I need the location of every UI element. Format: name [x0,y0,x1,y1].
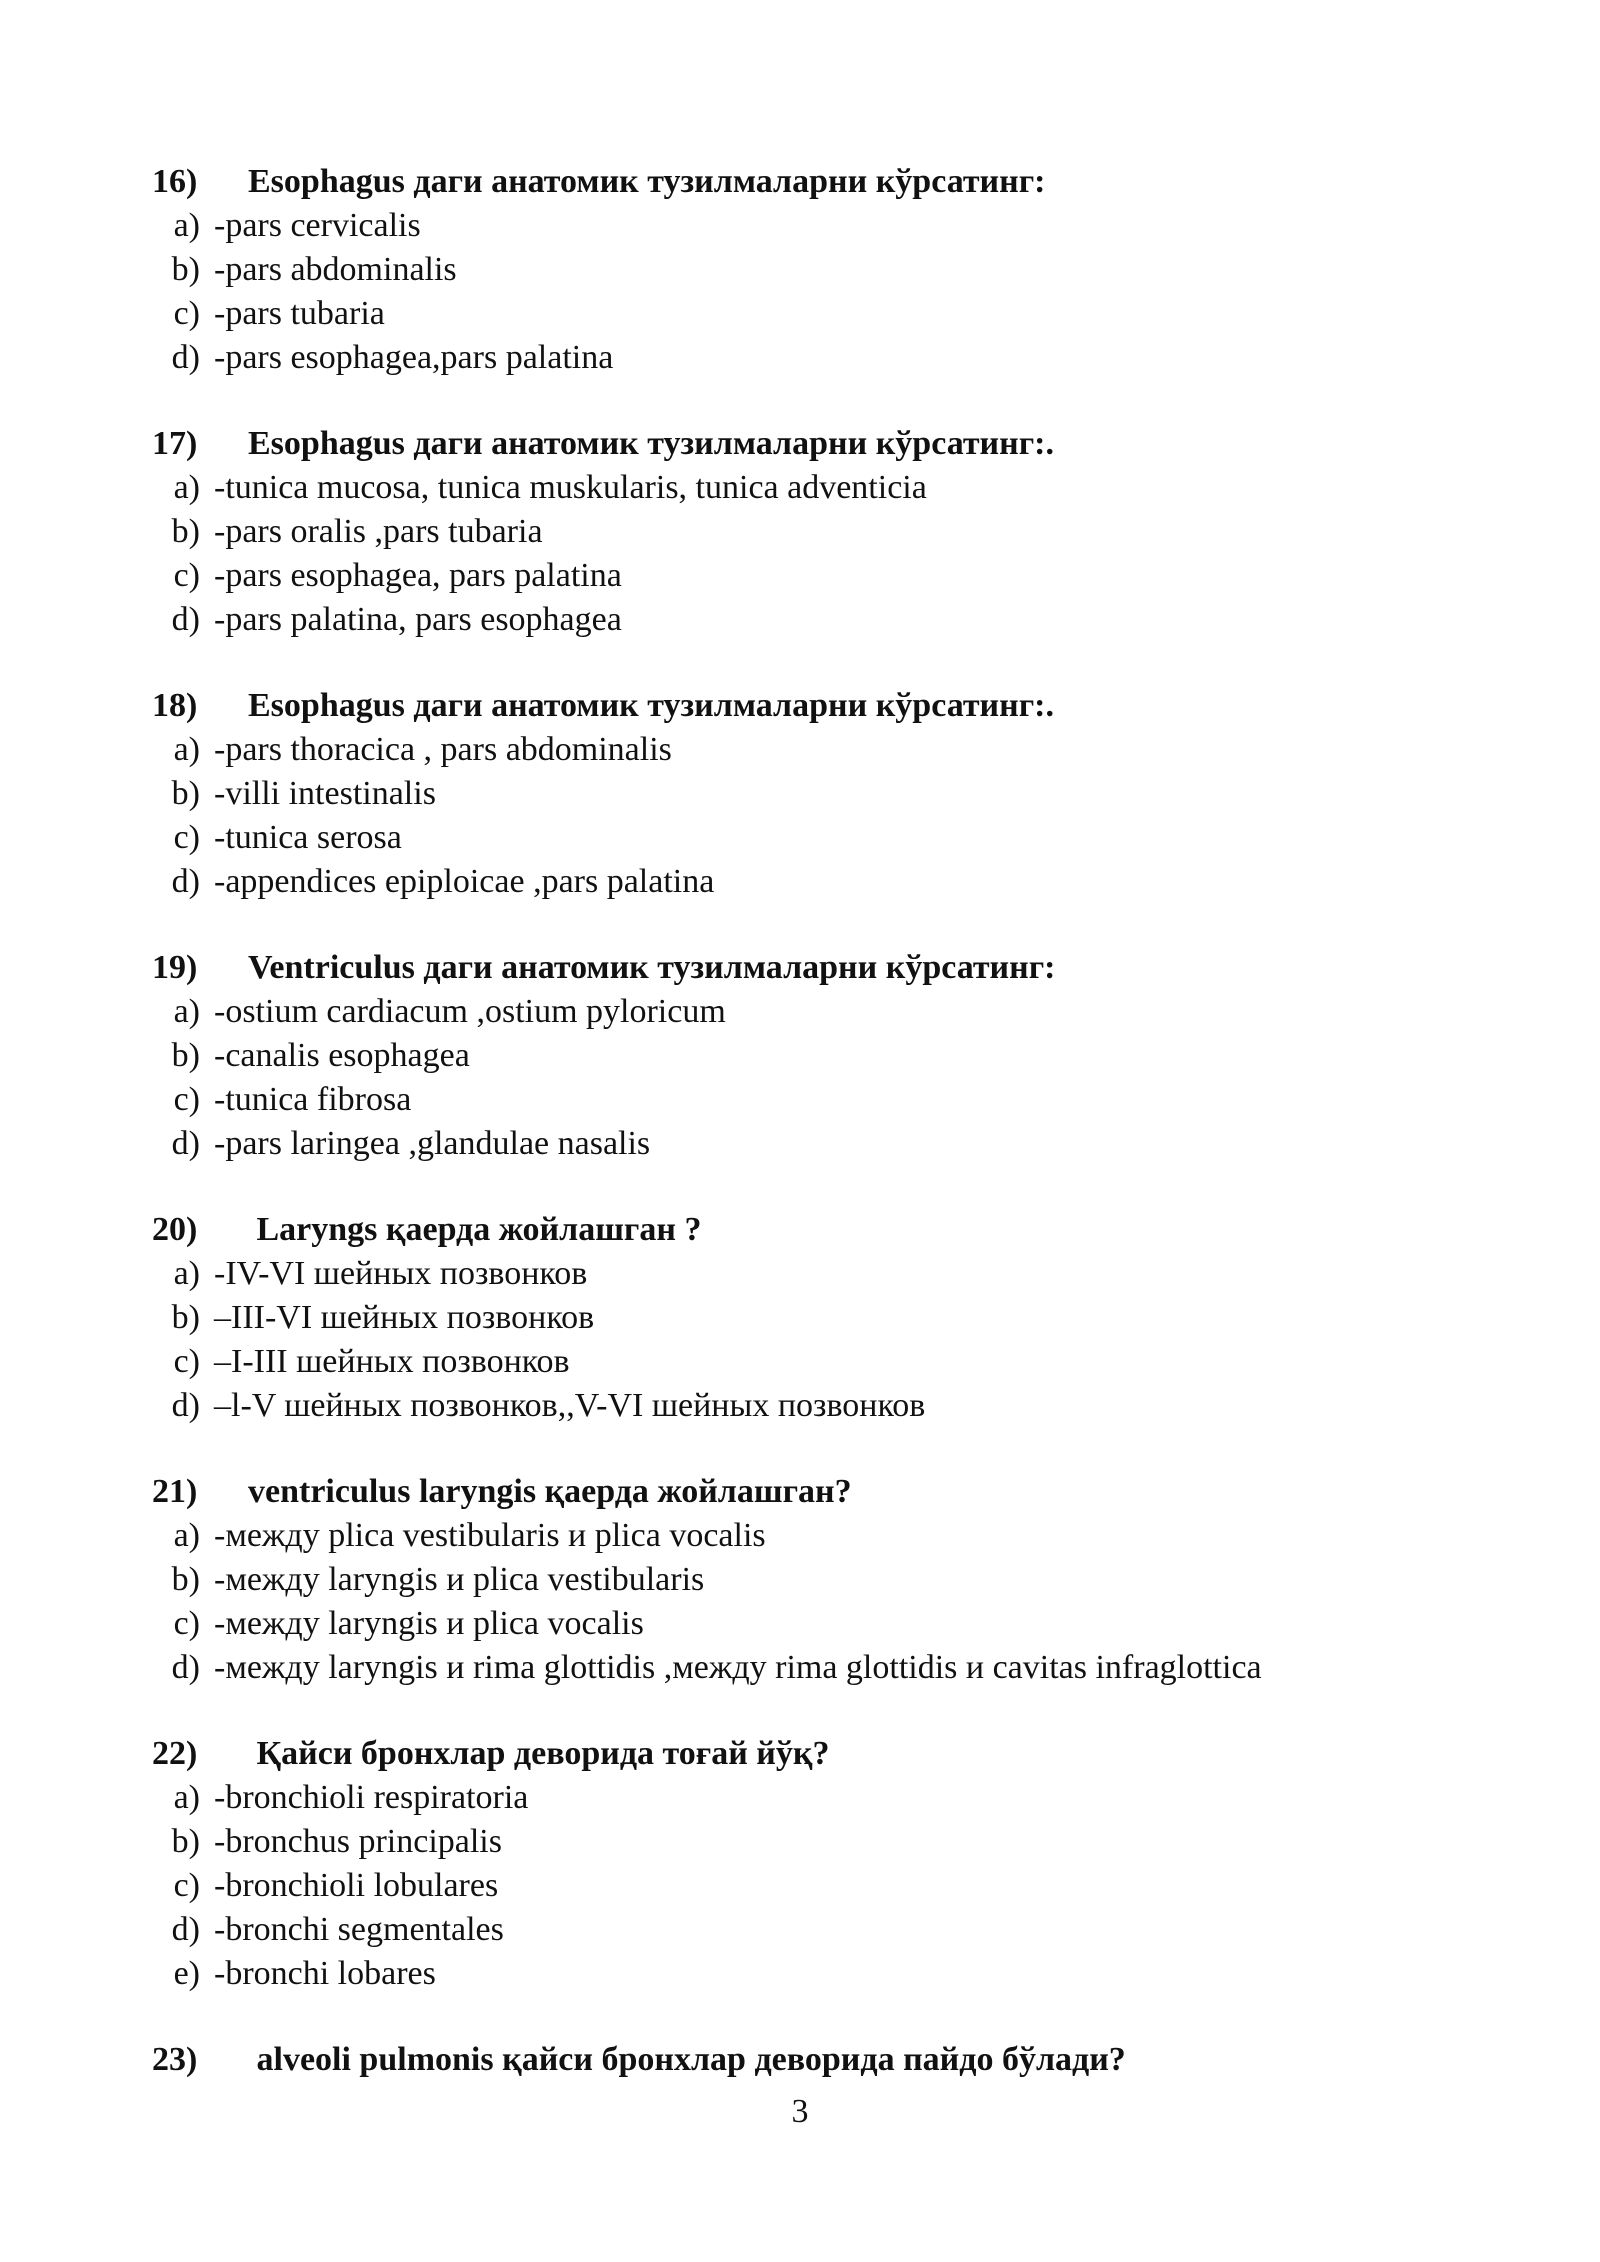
question-title [152,684,1452,728]
option-text: -bronchi segmentales [214,1911,504,1948]
option-item [152,336,1452,380]
option-letter: d) [171,601,200,638]
option-text: -bronchioli lobulares [214,1867,499,1904]
question-23 [152,2038,1452,2082]
option-item [152,1252,1452,1296]
option-text: -IV-VI шейных позвонков [214,1255,588,1292]
option-letter: b) [171,513,200,550]
question-number: 16) [152,163,198,200]
question-title [152,1732,1452,1776]
option-letter: a) [173,1517,200,1554]
option-letter: b) [171,1299,200,1336]
option-letter: d) [171,863,200,900]
option-letter: a) [173,469,200,506]
option-text: -tunica mucosa, tunica muskularis, tunica adventicia [214,469,927,506]
option-item [152,1908,1452,1952]
option-text: -canalis esophagea [214,1037,470,1074]
option-letter: b) [171,775,200,812]
option-text: -pars cervicalis [214,207,421,244]
question-title [152,160,1452,204]
option-letter: a) [173,993,200,1030]
option-item [152,1514,1452,1558]
question-number: 17) [152,425,198,462]
option-letter: b) [171,1561,200,1598]
question-text: Laryngs қаерда жойлашган ? [248,1211,702,1248]
option-item [152,1034,1452,1078]
option-letter: e) [173,1955,200,1992]
option-list [152,1776,1452,1996]
question-text: ventriculus laryngis қаерда жойлашган? [248,1473,852,1510]
option-text: -pars esophagea, pars palatina [214,557,622,594]
option-letter: b) [171,1823,200,1860]
question-number: 19) [152,949,198,986]
option-list [152,204,1452,380]
option-text: -appendices epiploicae ,pars palatina [214,863,715,900]
option-letter: d) [171,1387,200,1424]
option-text: -pars oralis ,pars tubaria [214,513,543,550]
option-letter: c) [173,819,200,856]
option-letter: c) [173,295,200,332]
question-text: Esophagus даги анатомик тузилмаларни кўрсатинг: [248,163,1046,200]
question-22 [152,1732,1452,1996]
question-text: Esophagus даги анатомик тузилмаларни кўрсатинг:. [248,425,1054,462]
option-item [152,1602,1452,1646]
option-letter: d) [171,1911,200,1948]
option-list [152,728,1452,904]
option-text: -bronchioli respiratoria [214,1779,529,1816]
option-letter: c) [173,1867,200,1904]
option-letter: a) [173,1779,200,1816]
option-text: –l-V шейных позвонков,,V-VI шейных позвонков [214,1387,926,1424]
question-number: 20) [152,1211,198,1248]
option-item [152,554,1452,598]
question-text: Esophagus даги анатомик тузилмаларни кўрсатинг:. [248,687,1054,724]
option-letter: c) [173,1081,200,1118]
option-text: -между laryngis и plica vestibularis [214,1561,705,1598]
option-text: -pars abdominalis [214,251,457,288]
question-18 [152,684,1452,904]
question-number: 21) [152,1473,198,1510]
option-list [152,1252,1452,1428]
option-item [152,990,1452,1034]
option-item [152,772,1452,816]
question-title [152,422,1452,466]
question-title [152,1208,1452,1252]
option-item [152,1952,1452,1996]
option-text: –III-VI шейных позвонков [214,1299,595,1336]
question-number: 22) [152,1735,198,1772]
option-list [152,990,1452,1166]
option-text: -между plica vestibularis и plica vocalis [214,1517,766,1554]
question-number: 18) [152,687,198,724]
option-item [152,1820,1452,1864]
option-item [152,1384,1452,1428]
option-item [152,292,1452,336]
option-text: -bronchus principalis [214,1823,502,1860]
option-item [152,1558,1452,1602]
option-text: -tunica fibrosa [214,1081,412,1118]
option-text: -tunica serosa [214,819,402,856]
question-title [152,946,1452,990]
option-letter: b) [171,251,200,288]
option-item [152,466,1452,510]
option-letter: c) [173,1343,200,1380]
option-text: -между laryngis и plica vocalis [214,1605,644,1642]
option-item [152,1776,1452,1820]
question-21 [152,1470,1452,1690]
option-text: -ostium cardiacum ,ostium pyloricum [214,993,726,1030]
question-title [152,1470,1452,1514]
option-list [152,1514,1452,1690]
option-letter: d) [171,1649,200,1686]
question-19 [152,946,1452,1166]
option-letter: a) [173,207,200,244]
option-item [152,510,1452,554]
option-item [152,728,1452,772]
option-letter: d) [171,339,200,376]
question-16 [152,160,1452,380]
question-17 [152,422,1452,642]
option-text: -между laryngis и rima glottidis ,между rima glottidis и cavitas infraglottica [214,1649,1262,1686]
option-item [152,1864,1452,1908]
option-item [152,816,1452,860]
option-item [152,1646,1452,1690]
option-letter: b) [171,1037,200,1074]
option-letter: a) [173,731,200,768]
question-20 [152,1208,1452,1428]
option-letter: c) [173,1605,200,1642]
question-text: Ventriculus даги анатомик тузилмаларни кўрсатинг: [248,949,1056,986]
option-text: -pars esophagea,pars palatina [214,339,614,376]
option-item [152,1296,1452,1340]
page-number: 3 [791,2093,809,2130]
option-item [152,1078,1452,1122]
option-item [152,598,1452,642]
question-number: 23) [152,2041,198,2078]
option-item [152,204,1452,248]
question-text: Қайси бронхлар деворида тоғай йўқ? [248,1735,830,1772]
option-text: -bronchi lobares [214,1955,436,1992]
option-item [152,860,1452,904]
option-text: -pars tubaria [214,295,385,332]
option-letter: a) [173,1255,200,1292]
option-letter: d) [171,1125,200,1162]
option-text: -pars palatina, pars esophagea [214,601,622,638]
option-item [152,1340,1452,1384]
question-text: alveoli pulmonis қайси бронхлар деворида пайдо бўлади? [248,2041,1126,2078]
option-letter: c) [173,557,200,594]
option-text: -villi intestinalis [214,775,436,812]
option-text: -pars laringea ,glandulae nasalis [214,1125,651,1162]
option-item [152,248,1452,292]
option-item [152,1122,1452,1166]
option-text: –I-III шейных позвонков [214,1343,570,1380]
option-text: -pars thoracica , pars abdominalis [214,731,672,768]
question-title [152,2038,1452,2082]
option-list [152,466,1452,642]
